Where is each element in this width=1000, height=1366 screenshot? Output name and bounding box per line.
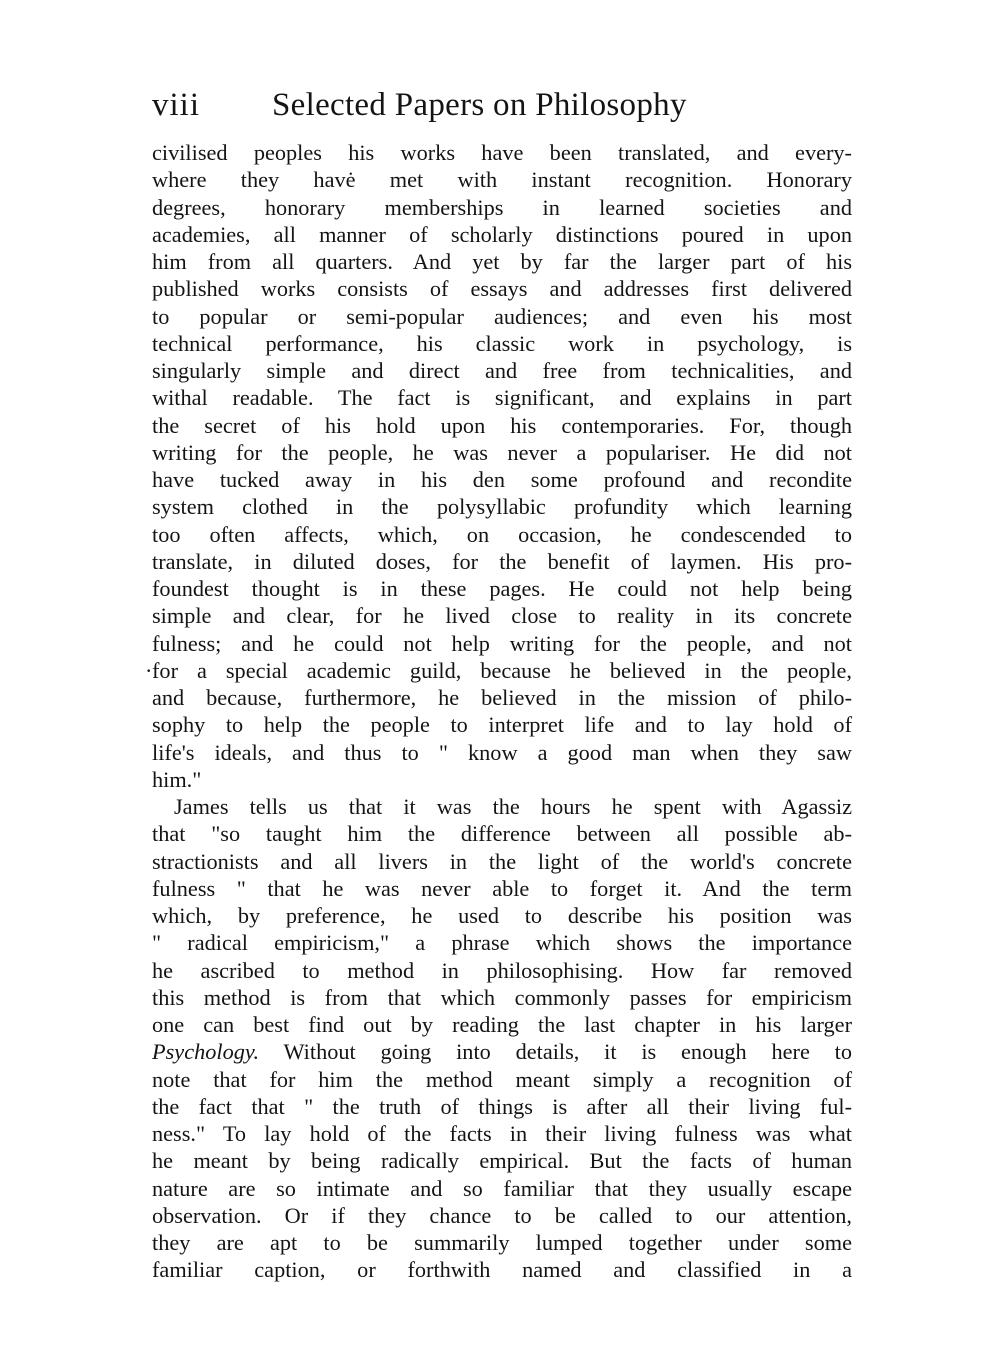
- text-line: observation. Or if they chance to be called to our attention,: [152, 1202, 852, 1228]
- text-line: technical performance, his classic work in psychology, is: [152, 330, 852, 356]
- margin-mark: ·: [145, 657, 153, 683]
- text-line: " radical empiricism," a phrase which shows the importance: [152, 930, 852, 956]
- text-line: this method is from that which commonly passes for empiricism: [152, 984, 852, 1010]
- paragraph: [152, 793, 852, 1284]
- book-title-italic: Psychology.: [152, 1039, 260, 1065]
- text-line: degrees, honorary memberships in learned societies and: [152, 194, 852, 220]
- text-line: he meant by being radically empirical. But the facts of human: [152, 1148, 852, 1174]
- text-line: system clothed in the polysyllabic profundity which learning: [152, 494, 852, 520]
- text-line: ness." To lay hold of the facts in their living fulness was what: [152, 1121, 852, 1146]
- text-line: stractionists and all livers in the light of the world's concrete: [152, 848, 852, 874]
- text-line: they are apt to be summarily lumped together under some: [152, 1230, 852, 1255]
- text-line: nature are so intimate and so familiar that they usually escape: [152, 1175, 852, 1201]
- text-line: the secret of his hold upon his contemporaries. For, though: [152, 412, 852, 438]
- text-line: academies, all manner of scholarly distinctions poured in upon: [152, 221, 852, 247]
- text-line: foundest thought is in these pages. He could not help being: [152, 576, 852, 601]
- text-line: have tucked away in his den some profound and recondite: [152, 467, 852, 492]
- text-line: fulness " that he was never able to forget it. And the term: [152, 875, 852, 901]
- text-line: one can best find out by reading the last chapter in his larger: [152, 1012, 852, 1037]
- text-line: familiar caption, or forthwith named and classified in a: [152, 1257, 852, 1283]
- page-number: viii: [152, 87, 201, 123]
- text-line: that "so taught him the difference between all possible ab-: [152, 821, 852, 847]
- paragraph: [145, 139, 852, 793]
- text-line-wrap: [145, 657, 852, 684]
- text-line: published works consists of essays and addresses first delivered: [152, 276, 852, 302]
- text-line: and because, furthermore, he believed in the mission of philo-: [152, 685, 852, 710]
- text-line: life's ideals, and thus to " know a good man when they saw: [152, 739, 852, 765]
- text-line: withal readable. The fact is significant, and explains in part: [152, 385, 852, 411]
- text-line: for a special academic guild, because he believed in the people,: [152, 657, 852, 683]
- text-line: him from all quarters. And yet by far the larger part of his: [152, 249, 852, 274]
- text-fragment: Without going into details, it is enough here to: [259, 1039, 852, 1065]
- text-line: the fact that " the truth of things is after all their living ful-: [152, 1093, 852, 1119]
- text-line: James tells us that it was the hours he spent with Agassiz: [174, 794, 852, 819]
- text-line: civilised peoples his works have been translated, and every-: [152, 140, 852, 165]
- text-line: he ascribed to method in philosophising. How far removed: [152, 957, 852, 983]
- text-line: him.": [152, 766, 202, 792]
- text-line: which, by preference, he used to describe his position was: [152, 903, 852, 928]
- text-line: simple and clear, for he lived close to reality in its concrete: [152, 603, 852, 629]
- text-line: singularly simple and direct and free from technicalities, and: [152, 358, 852, 383]
- text-line: too often affects, which, on occasion, he condescended to: [152, 521, 852, 547]
- page-header: [152, 82, 852, 128]
- text-line: writing for the people, he was never a populariser. He did not: [152, 439, 852, 465]
- text-line: note that for him the method meant simply a recognition of: [152, 1066, 852, 1092]
- text-line: sophy to help the people to interpret life and to lay hold of: [152, 712, 852, 738]
- text-line: where they havė met with instant recognition. Honorary: [152, 167, 852, 193]
- text-line: to popular or semi-popular audiences; and even his most: [152, 303, 852, 329]
- text-line: [152, 1038, 852, 1065]
- text-line: translate, in diluted doses, for the benefit of laymen. His pro-: [152, 548, 852, 574]
- body-text: [145, 139, 852, 1284]
- running-title: Selected Papers on Philosophy: [272, 87, 687, 123]
- text-line: fulness; and he could not help writing for the people, and not: [152, 630, 852, 656]
